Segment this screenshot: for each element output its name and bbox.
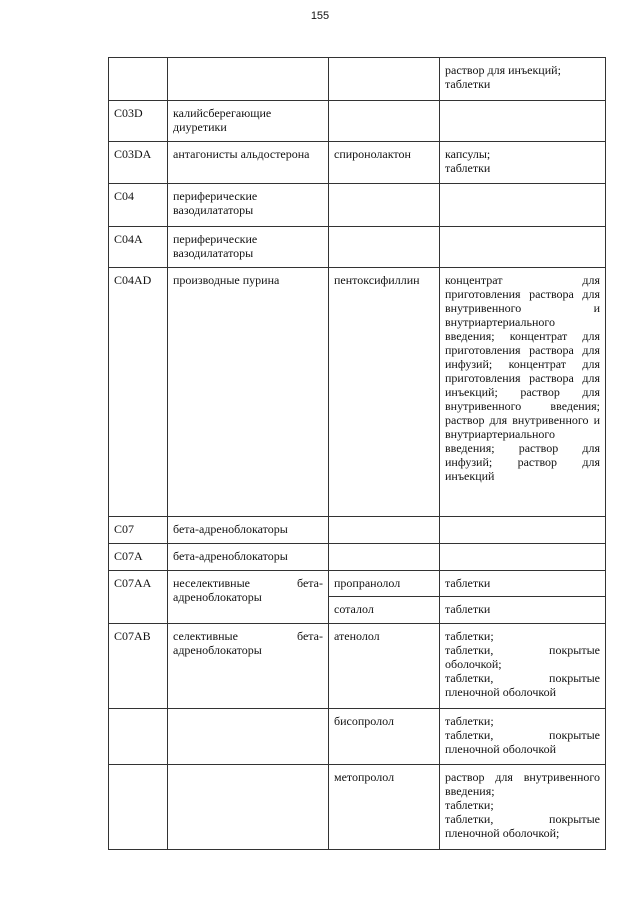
table-row	[109, 101, 606, 142]
drug-name-cell	[329, 58, 440, 101]
group-name-cell: периферические вазодилататоры	[168, 184, 329, 227]
dosage-forms-cell	[440, 597, 606, 624]
dosage-form-line: таблетки;	[445, 714, 494, 728]
drug-name-cell	[329, 544, 440, 571]
atc-code-cell: C04	[109, 184, 168, 227]
dosage-forms-cell	[440, 184, 606, 227]
dosage-form-line: концентрат для приготовления раствора для внутривенного и внутриартериального введения; концентрат для приготовления раствора для инфузий; концентрат для приготовления раствора для инъекций; раствор для внутривенного введения; раствор для внутривенного и внутриартериального введения; раствор для инфузий; раствор для инъекций	[445, 273, 600, 483]
group-name-cell: периферические вазодилататоры	[168, 227, 329, 268]
dosage-forms-cell	[440, 765, 606, 850]
dosage-forms-cell	[440, 624, 606, 709]
drug-name-cell: метопролол	[329, 765, 440, 850]
drug-table	[108, 57, 606, 850]
dosage-forms-cell	[440, 517, 606, 544]
drug-name-cell: бисопролол	[329, 709, 440, 765]
atc-code-cell: C07	[109, 517, 168, 544]
group-name-cell: селективные бета-адреноблокаторы	[168, 624, 329, 709]
dosage-form-line: таблетки, покрытые оболочкой;	[445, 643, 600, 671]
group-name-cell	[168, 765, 329, 850]
drug-name-cell	[329, 517, 440, 544]
dosage-forms-cell	[440, 58, 606, 101]
atc-code-cell: C07AB	[109, 624, 168, 709]
page-number: 155	[310, 10, 330, 22]
dosage-form-line: таблетки;	[445, 629, 494, 643]
table-row	[109, 58, 606, 101]
dosage-forms-cell	[440, 544, 606, 571]
dosage-form-line: таблетки	[445, 77, 491, 91]
dosage-forms-cell	[440, 709, 606, 765]
group-name-cell	[168, 58, 329, 101]
atc-code-cell	[109, 709, 168, 765]
table-row	[109, 571, 606, 597]
table-row	[109, 268, 606, 517]
dosage-form-line: таблетки	[445, 602, 491, 616]
drug-name-cell: соталол	[329, 597, 440, 624]
dosage-form-line: таблетки	[445, 161, 491, 175]
table-row	[109, 544, 606, 571]
group-name-cell: бета-адреноблокаторы	[168, 544, 329, 571]
atc-code-cell: C04A	[109, 227, 168, 268]
table-row	[109, 184, 606, 227]
table-row	[109, 709, 606, 765]
drug-name-cell	[329, 227, 440, 268]
group-name-cell: неселективные бета-адреноблокаторы	[168, 571, 329, 624]
atc-code-cell	[109, 765, 168, 850]
group-name-cell: бета-адреноблокаторы	[168, 517, 329, 544]
dosage-form-line: таблетки, покрытые пленочной оболочкой	[445, 728, 600, 756]
dosage-forms-cell	[440, 227, 606, 268]
table-row	[109, 142, 606, 184]
drug-name-cell: атенолол	[329, 624, 440, 709]
atc-code-cell: C03D	[109, 101, 168, 142]
group-name-cell: калийсберегающие диуретики	[168, 101, 329, 142]
group-name-cell: производные пурина	[168, 268, 329, 517]
drug-name-cell: пентоксифиллин	[329, 268, 440, 517]
dosage-form-line: раствор для инъекций;	[445, 63, 561, 77]
dosage-forms-cell	[440, 101, 606, 142]
table-row	[109, 624, 606, 709]
drug-name-cell: пропранолол	[329, 571, 440, 597]
drug-name-cell	[329, 184, 440, 227]
group-name-cell	[168, 709, 329, 765]
dosage-forms-cell	[440, 571, 606, 597]
atc-code-cell	[109, 58, 168, 101]
dosage-form-line: таблетки, покрытые пленочной оболочкой;	[445, 812, 600, 840]
atc-code-cell: C03DA	[109, 142, 168, 184]
table-row	[109, 765, 606, 850]
drug-name-cell	[329, 101, 440, 142]
dosage-form-line: капсулы;	[445, 147, 491, 161]
atc-code-cell: C07A	[109, 544, 168, 571]
dosage-forms-cell	[440, 142, 606, 184]
group-name-cell: антагонисты альдостерона	[168, 142, 329, 184]
dosage-form-line: раствор для внутривенного введения;	[445, 770, 600, 798]
table-row	[109, 517, 606, 544]
dosage-form-line: таблетки, покрытые пленочной оболочкой	[445, 671, 600, 699]
drug-name-cell: спиронолактон	[329, 142, 440, 184]
table-row	[109, 227, 606, 268]
atc-code-cell: C04AD	[109, 268, 168, 517]
dosage-forms-cell	[440, 268, 606, 517]
dosage-form-line: таблетки;	[445, 798, 494, 812]
atc-code-cell: C07AA	[109, 571, 168, 624]
dosage-form-line: таблетки	[445, 576, 491, 590]
